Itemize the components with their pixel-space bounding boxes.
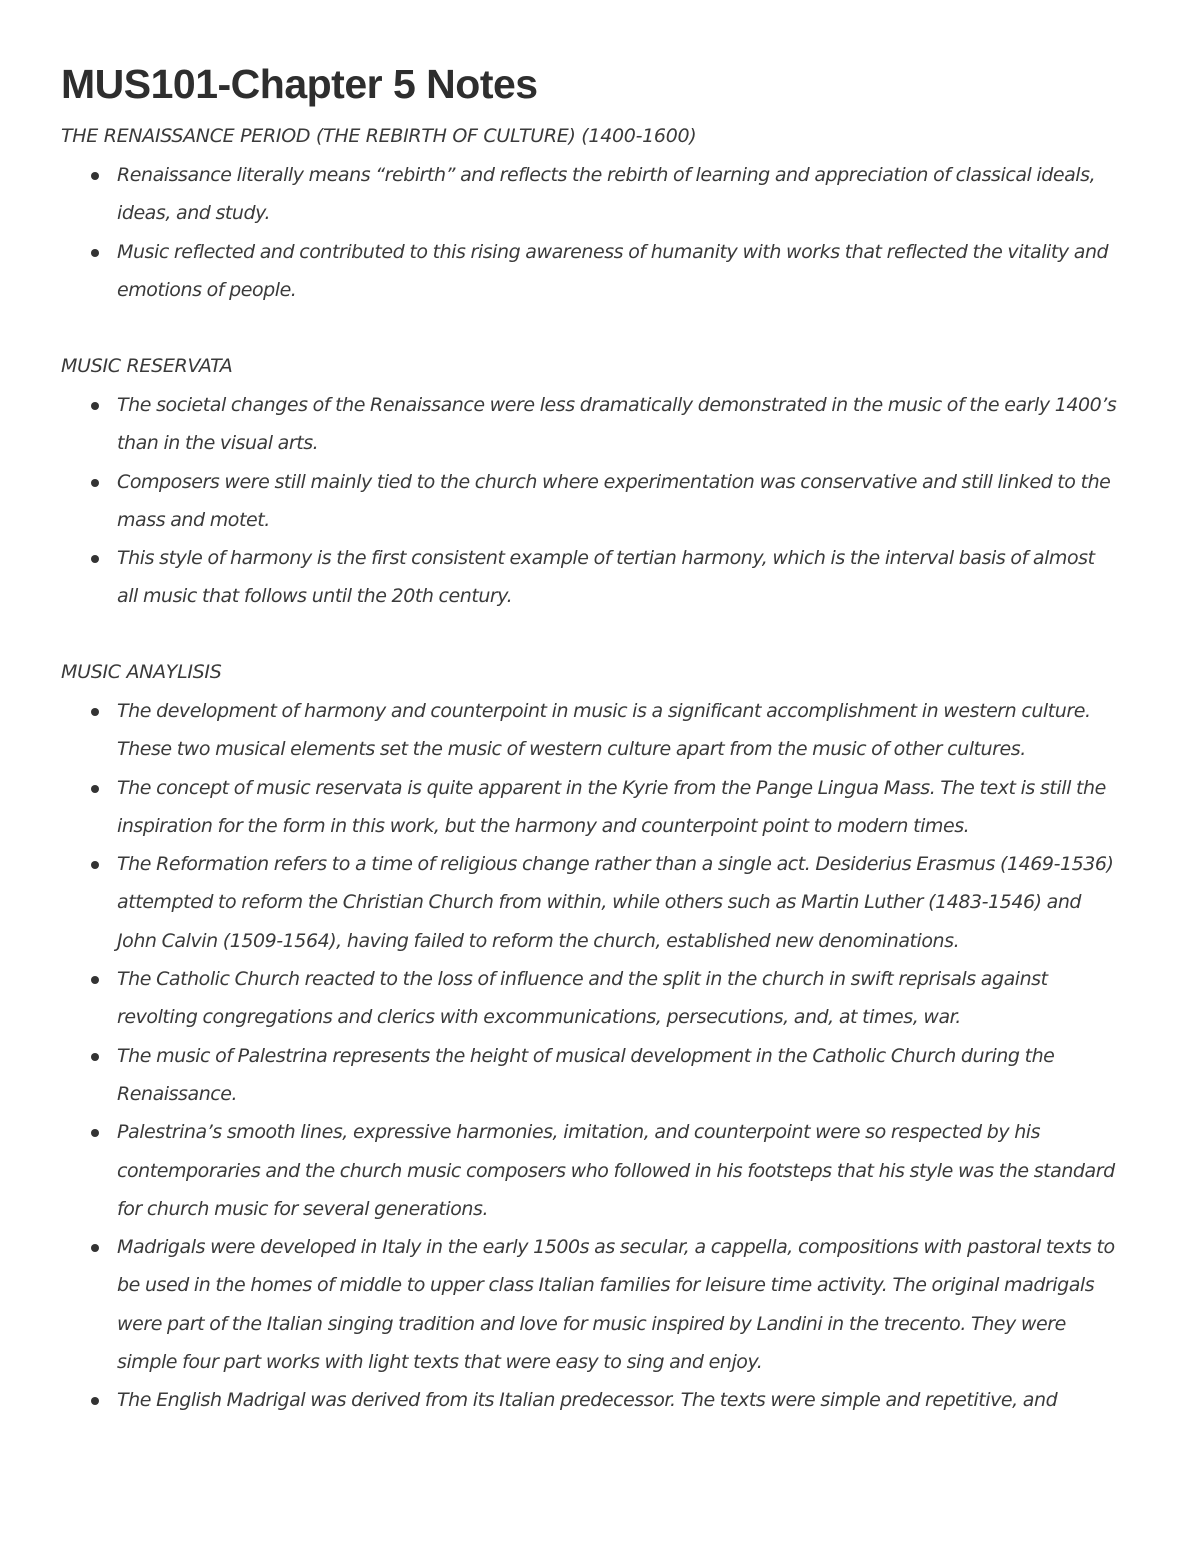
list-item-text: Music reflected and contributed to this rising awareness of humanity with works that reflected the vitality and emotions of people.: [117, 240, 1109, 301]
bullet-icon: [91, 1053, 99, 1061]
list-item: [0, 1113, 1117, 1228]
list-item-text: Palestrina’s smooth lines, expressive harmonies, imitation, and counterpoint were so respected by his contemporaries and the church music composers who followed in his footsteps that his style was the standard for church music for several generations.: [117, 1121, 1115, 1220]
list-item: [0, 845, 1117, 960]
bullet-icon: [91, 1244, 99, 1252]
bullet-list: [0, 692, 1200, 1420]
list-item-text: The societal changes of the Renaissance were less dramatically demonstrated in the music of the early 1400’s than in the visual arts.: [117, 394, 1117, 455]
list-item: [0, 539, 1117, 616]
list-item-text: The development of harmony and counterpoint in music is a significant accomplishment in western culture. These two musical elements set the music of western culture apart from the music of other cultures.: [117, 700, 1091, 761]
section-heading: MUSIC RESERVATA: [61, 355, 233, 377]
bullet-icon: [91, 172, 99, 180]
list-item: [0, 386, 1117, 463]
list-item: [0, 233, 1117, 310]
bullet-icon: [91, 1129, 99, 1137]
list-item: [0, 463, 1117, 540]
list-item-text: Madrigals were developed in Italy in the early 1500s as secular, a cappella, compositions with pastoral texts to be used in the homes of middle to upper class Italian families for leisure time activity. The original madrigals were part of the Italian singing tradition and love for music inspired by Landini in the trecento. They were simple four part works with light texts that were easy to sing and enjoy.: [117, 1236, 1115, 1374]
list-item: [0, 960, 1117, 1037]
bullet-icon: [91, 402, 99, 410]
list-item: [0, 1037, 1117, 1114]
list-item: [0, 1228, 1117, 1381]
page-title: MUS101-Chapter 5 Notes: [61, 61, 538, 107]
list-item: [0, 156, 1117, 233]
list-item-text: Renaissance literally means “rebirth” and reflects the rebirth of learning and appreciation of classical ideals, ideas, and study.: [117, 164, 1096, 225]
bullet-icon: [91, 1397, 99, 1405]
bullet-icon: [91, 708, 99, 716]
bullet-icon: [91, 555, 99, 563]
bullet-icon: [91, 249, 99, 257]
list-item-text: The Catholic Church reacted to the loss of influence and the split in the church in swift reprisals against revolting congregations and clerics with excommunications, persecutions, and, at times, war.: [117, 968, 1048, 1029]
bullet-icon: [91, 976, 99, 984]
list-item: [0, 769, 1117, 846]
section-heading: THE RENAISSANCE PERIOD (THE REBIRTH OF CULTURE) (1400-1600): [61, 125, 697, 147]
list-item-text: This style of harmony is the first consistent example of tertian harmony, which is the interval basis of almost all music that follows until the 20th century.: [117, 547, 1095, 608]
list-item-text: The concept of music reservata is quite apparent in the Kyrie from the Pange Lingua Mass. The text is still the inspiration for the form in this work, but the harmony and counterpoint point to modern times.: [117, 776, 1106, 837]
list-item: [0, 692, 1117, 769]
list-item: [0, 1381, 1117, 1419]
bullet-icon: [91, 785, 99, 793]
bullet-icon: [91, 479, 99, 487]
section-heading: MUSIC ANAYLISIS: [61, 661, 222, 683]
bullet-list: [0, 156, 1200, 309]
list-item-text: Composers were still mainly tied to the church where experimentation was conservative and still linked to the mass and motet.: [117, 470, 1111, 531]
bullet-icon: [91, 861, 99, 869]
list-item-text: The Reformation refers to a time of religious change rather than a single act. Desiderius Erasmus (1469-1536) attempted to reform the Christian Church from within, while others such as Martin Luther (1483-1546) and John Calvin (1509-1564), having failed to reform the church, established new denominations.: [117, 853, 1114, 952]
list-item-text: The English Madrigal was derived from its Italian predecessor. The texts were simple and repetitive, and: [117, 1389, 1058, 1412]
list-item-text: The music of Palestrina represents the height of musical development in the Catholic Church during the Renaissance.: [117, 1044, 1055, 1105]
bullet-list: [0, 386, 1200, 616]
